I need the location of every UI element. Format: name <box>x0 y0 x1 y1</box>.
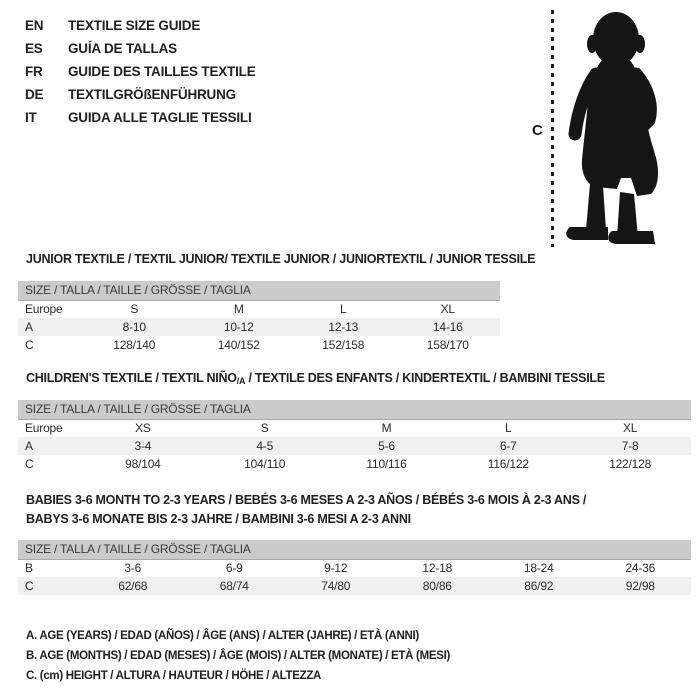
language-row-fr <box>25 60 256 83</box>
cell: 4-5 <box>204 437 326 455</box>
language-code: IT <box>25 110 37 125</box>
cell: 62/68 <box>82 577 184 595</box>
cell: 80/86 <box>387 577 489 595</box>
cell: 3-6 <box>124 561 142 576</box>
language-label: GUIDA ALLE TAGLIE TESSILI <box>68 110 252 125</box>
cell: 7-8 <box>569 437 691 455</box>
row-label: A <box>18 318 82 336</box>
babies-size-table <box>18 540 691 595</box>
cell: 110/116 <box>366 457 407 471</box>
table-row <box>18 318 500 336</box>
cell: 128/140 <box>113 338 156 352</box>
children-size-table <box>18 400 691 473</box>
cell: L <box>340 302 347 317</box>
language-code: ES <box>25 41 43 56</box>
size-header: SIZE / TALLA / TAILLE / GRÖSSE / TAGLIA <box>18 281 500 300</box>
table-row <box>18 559 691 577</box>
children-title-subscript: /A <box>236 376 246 386</box>
height-measure-label: C <box>532 122 543 139</box>
junior-section-title: JUNIOR TEXTILE / TEXTIL JUNIOR/ TEXTILE JUNIOR / JUNIORTEXTIL / JUNIOR TESSILE <box>26 252 536 266</box>
cell: 122/128 <box>609 457 652 471</box>
cell: M <box>381 421 392 436</box>
row-label: C <box>25 338 34 352</box>
row-label: B <box>25 561 33 576</box>
language-row-it <box>25 106 256 129</box>
language-code: EN <box>25 18 44 33</box>
cell: 8-10 <box>82 318 187 336</box>
language-list <box>25 14 256 129</box>
cell: 104/110 <box>244 457 286 471</box>
footnote-b: B. AGE (MONTHS) / EDAD (MESES) / ÂGE (MOIS) / ALTER (MONATE) / ETÀ (MESI) <box>26 650 451 662</box>
language-code: DE <box>25 87 44 102</box>
cell: XS <box>135 421 151 436</box>
cell: 140/152 <box>217 338 260 352</box>
size-header: SIZE / TALLA / TAILLE / GRÖSSE / TAGLIA <box>18 400 691 419</box>
row-label: C <box>18 577 82 595</box>
row-label: Europe <box>25 421 63 436</box>
cell: 6-7 <box>447 437 569 455</box>
cell: 98/104 <box>125 457 161 471</box>
cell: 24-36 <box>625 561 656 576</box>
footnotes <box>26 626 450 686</box>
cell: 3-4 <box>82 437 204 455</box>
height-measure-dotted-line <box>551 10 554 247</box>
cell: 92/98 <box>590 577 692 595</box>
language-label: TEXTILE SIZE GUIDE <box>68 18 201 33</box>
cell: S <box>130 302 139 317</box>
language-label: GUIDE DES TAILLES TEXTILE <box>68 64 256 79</box>
footnote-a: A. AGE (YEARS) / EDAD (AÑOS) / ÂGE (ANS) / ALTER (JAHRE) / ETÀ (ANNI) <box>26 630 419 642</box>
cell: 152/158 <box>322 338 365 352</box>
table-row <box>18 437 691 455</box>
cell: S <box>260 421 269 436</box>
size-header: SIZE / TALLA / TAILLE / GRÖSSE / TAGLIA <box>18 540 691 559</box>
table-row <box>18 300 500 318</box>
children-title-rest: / TEXTILE DES ENFANTS / KINDERTEXTIL / BAMBINI TESSILE <box>245 371 605 385</box>
row-label: C <box>25 457 34 471</box>
cell: L <box>505 421 512 436</box>
cell: 68/74 <box>184 577 286 595</box>
language-label: GUÍA DE TALLAS <box>68 41 177 56</box>
footnote-c: C. (cm) HEIGHT / ALTURA / HAUTEUR / HÖHE / ALTEZZA <box>26 670 322 682</box>
cell: M <box>233 302 244 317</box>
cell: XL <box>440 302 455 317</box>
children-section-title <box>26 371 605 388</box>
cell: 12-18 <box>422 561 453 576</box>
babies-title-line2: BABYS 3-6 MONATE BIS 2-3 JAHRE / BAMBINI 3-6 MESI A 2-3 ANNI <box>26 511 411 526</box>
language-code: FR <box>25 64 43 79</box>
language-label: TEXTILGRÖßENFÜHRUNG <box>68 87 236 102</box>
cell: 158/170 <box>426 338 469 352</box>
cell: 9-12 <box>324 561 348 576</box>
table-row <box>18 336 500 354</box>
table-row <box>18 577 691 595</box>
cell: 116/122 <box>487 457 529 471</box>
junior-size-table <box>18 281 500 354</box>
row-label: A <box>18 437 82 455</box>
cell: 6-9 <box>225 561 243 576</box>
table-row <box>18 455 691 473</box>
language-row-en <box>25 14 256 37</box>
cell: 14-16 <box>396 318 501 336</box>
language-row-de <box>25 83 256 106</box>
babies-section-title <box>26 491 666 528</box>
toddler-silhouette-icon <box>560 8 672 248</box>
table-row <box>18 419 691 437</box>
children-title-main: CHILDREN'S TEXTILE / TEXTIL NIÑO <box>26 371 237 385</box>
cell: 18-24 <box>523 561 554 576</box>
cell: 12-13 <box>291 318 396 336</box>
cell: 5-6 <box>326 437 448 455</box>
cell: 10-12 <box>187 318 292 336</box>
cell: 74/80 <box>285 577 387 595</box>
cell: XL <box>622 421 638 436</box>
cell: 86/92 <box>488 577 590 595</box>
babies-title-line1: BABIES 3-6 MONTH TO 2-3 YEARS / BEBÉS 3-6 MESES A 2-3 AÑOS / BÉBÉS 3-6 MOIS À 2-3 ANS / <box>26 493 587 507</box>
language-row-es <box>25 37 256 60</box>
row-label: Europe <box>25 302 63 317</box>
